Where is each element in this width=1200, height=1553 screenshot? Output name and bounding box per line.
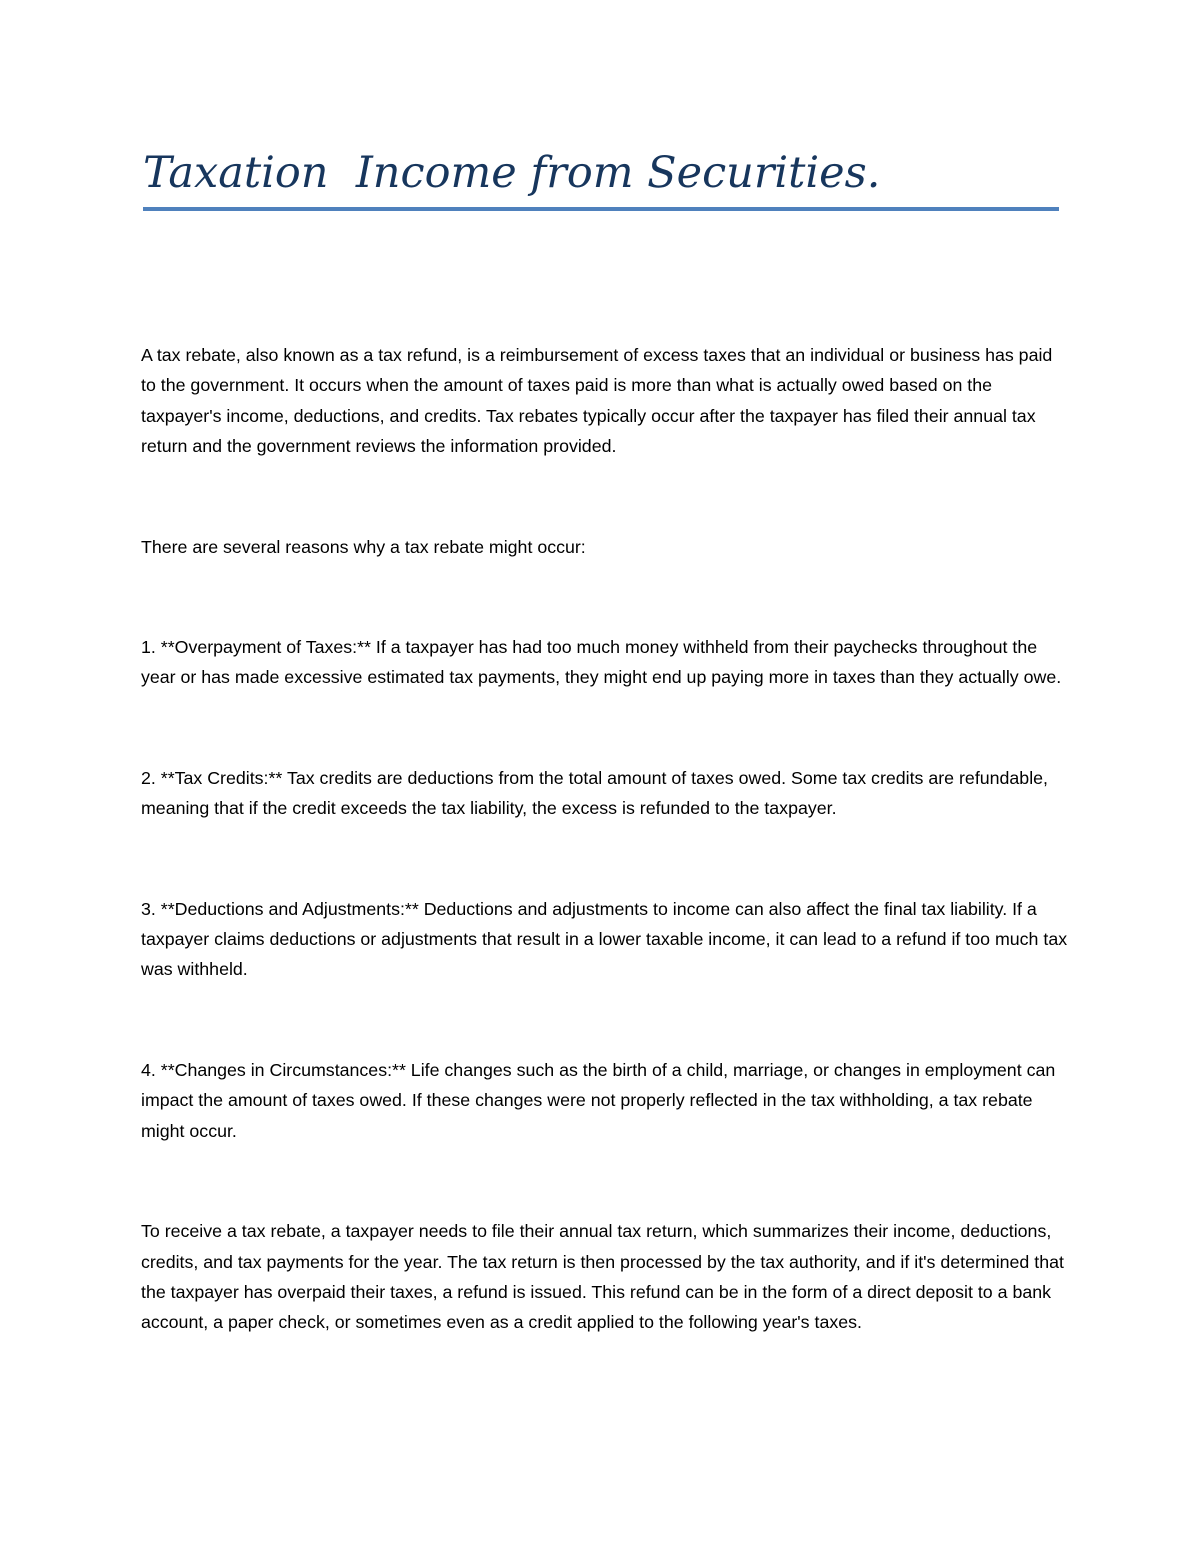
paragraph-closing: To receive a tax rebate, a taxpayer needs to file their annual tax return, which summarizes their income, deductions, credits, and tax payments for the year. The tax return is then processed by the tax authority, and if it's determined that the taxpayer has overpaid their taxes, a refund is issued. This refund can be in the form of a direct deposit to a bank account, a paper check, or sometimes even as a credit applied to the following year's taxes. bbox=[141, 1221, 1064, 1333]
list-item-circumstances: 4. **Changes in Circumstances:** Life changes such as the birth of a child, marriage, or changes in employment can impact the amount of taxes owed. If these changes were not properly reflected in the tax withholding, a tax rebate might occur. bbox=[141, 1059, 1056, 1141]
document-body bbox=[141, 340, 1071, 1338]
title-underline bbox=[143, 207, 1059, 211]
list-item-overpayment: 1. **Overpayment of Taxes:** If a taxpayer has had too much money withheld from their paychecks throughout the year or has made excessive estimated tax payments, they might end up paying more in taxes than they actually owe. bbox=[141, 637, 1062, 688]
list-item-tax-credits: 2. **Tax Credits:** Tax credits are deductions from the total amount of taxes owed. Some tax credits are refundable, meaning that if the credit exceeds the tax liability, the excess is refunded to the taxpayer. bbox=[141, 767, 1048, 819]
document-title: Taxation Income from Securities. bbox=[143, 148, 881, 198]
paragraph-reasons-lead: There are several reasons why a tax rebate might occur: bbox=[141, 536, 586, 557]
paragraph-intro: A tax rebate, also known as a tax refund, is a reimbursement of excess taxes that an individual or business has paid to the government. It occurs when the amount of taxes paid is more than what is actually owed based on the taxpayer's income, deductions, and credits. Tax rebates typically occur after the taxpayer has filed their annual tax return and the government reviews the information provided. bbox=[141, 345, 1053, 457]
list-item-deductions: 3. **Deductions and Adjustments:** Deductions and adjustments to income can also affect the final tax liability. If a taxpayer claims deductions or adjustments that result in a lower taxable income, it can lead to a refund if too much tax was withheld. bbox=[141, 898, 1068, 980]
